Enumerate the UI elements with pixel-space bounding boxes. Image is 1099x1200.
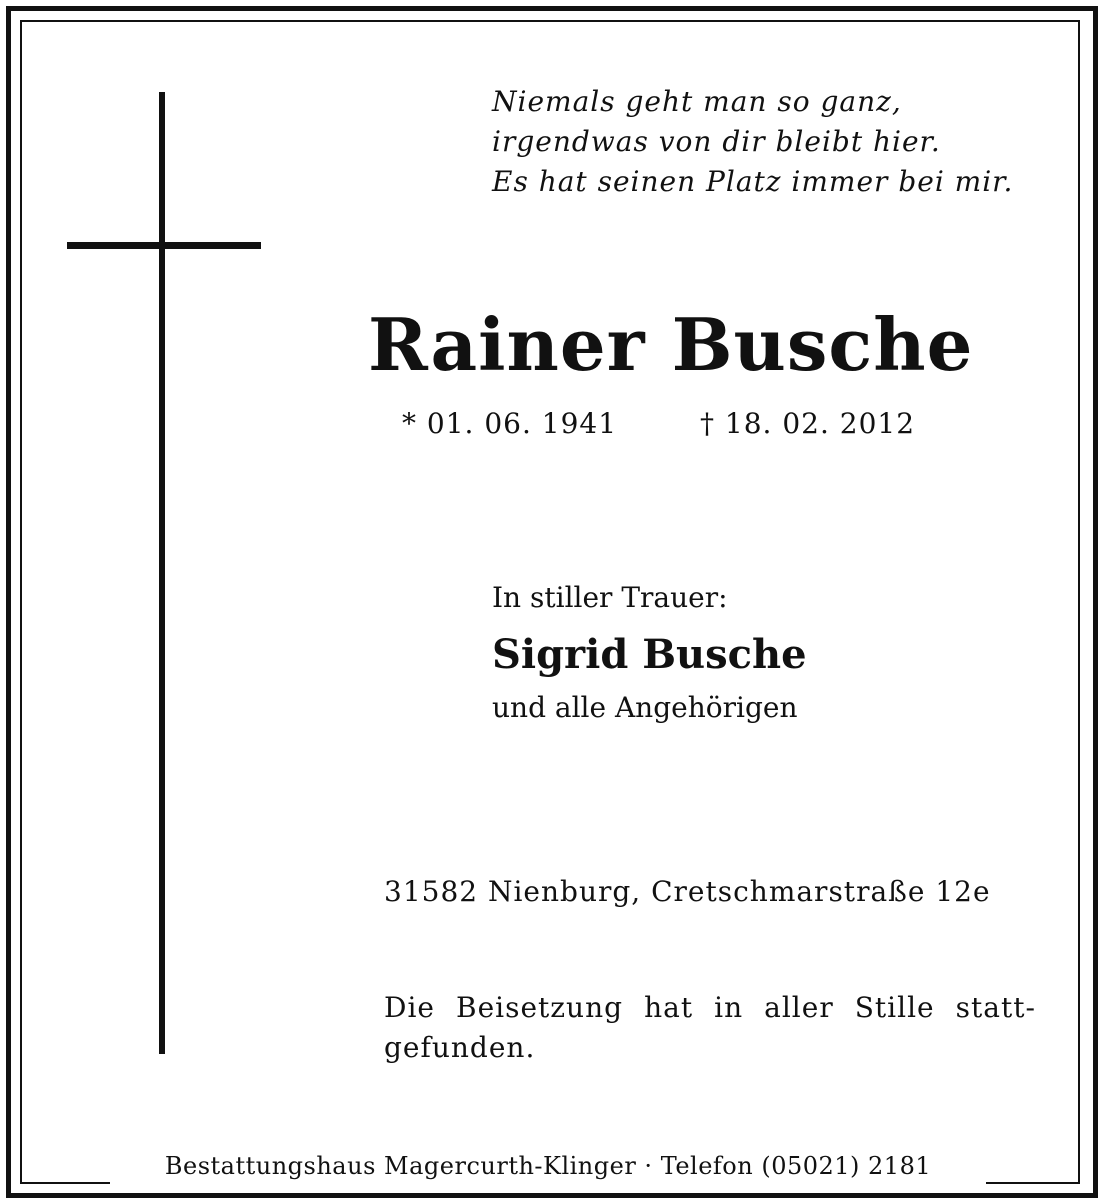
mourner-name: Sigrid Busche	[492, 631, 807, 678]
burial-word: Stille	[854, 991, 935, 1024]
death-date: † 18. 02. 2012	[700, 407, 916, 440]
poem-line: Niemals geht man so ganz,	[492, 85, 902, 118]
burial-word: hat	[644, 991, 694, 1024]
memorial-poem	[492, 82, 1013, 202]
deceased-name: Rainer Busche	[368, 302, 974, 387]
poem-line: irgendwas von dir bleibt hier.	[492, 125, 941, 158]
burial-word: Beisetzung	[456, 991, 624, 1024]
cross-vertical-bar	[159, 92, 165, 1054]
burial-notice-line-2: gefunden.	[384, 1031, 536, 1064]
funeral-home-footer: Bestattungshaus Magercurth-Klinger · Telefon (05021) 2181	[110, 1148, 986, 1188]
burial-word: aller	[764, 991, 834, 1024]
cross-horizontal-bar	[67, 242, 261, 249]
mourning-label: In stiller Trauer:	[492, 581, 728, 614]
burial-word: in	[714, 991, 744, 1024]
poem-line: Es hat seinen Platz immer bei mir.	[492, 165, 1014, 198]
relatives-text: und alle Angehörigen	[492, 691, 798, 724]
address: 31582 Nienburg, Cretschmarstraße 12e	[384, 875, 991, 908]
burial-notice-line-1	[384, 988, 1036, 1028]
burial-word: statt-	[955, 991, 1036, 1024]
burial-notice	[384, 988, 1036, 1068]
burial-word: Die	[384, 991, 435, 1024]
birth-date: * 01. 06. 1941	[402, 407, 618, 440]
